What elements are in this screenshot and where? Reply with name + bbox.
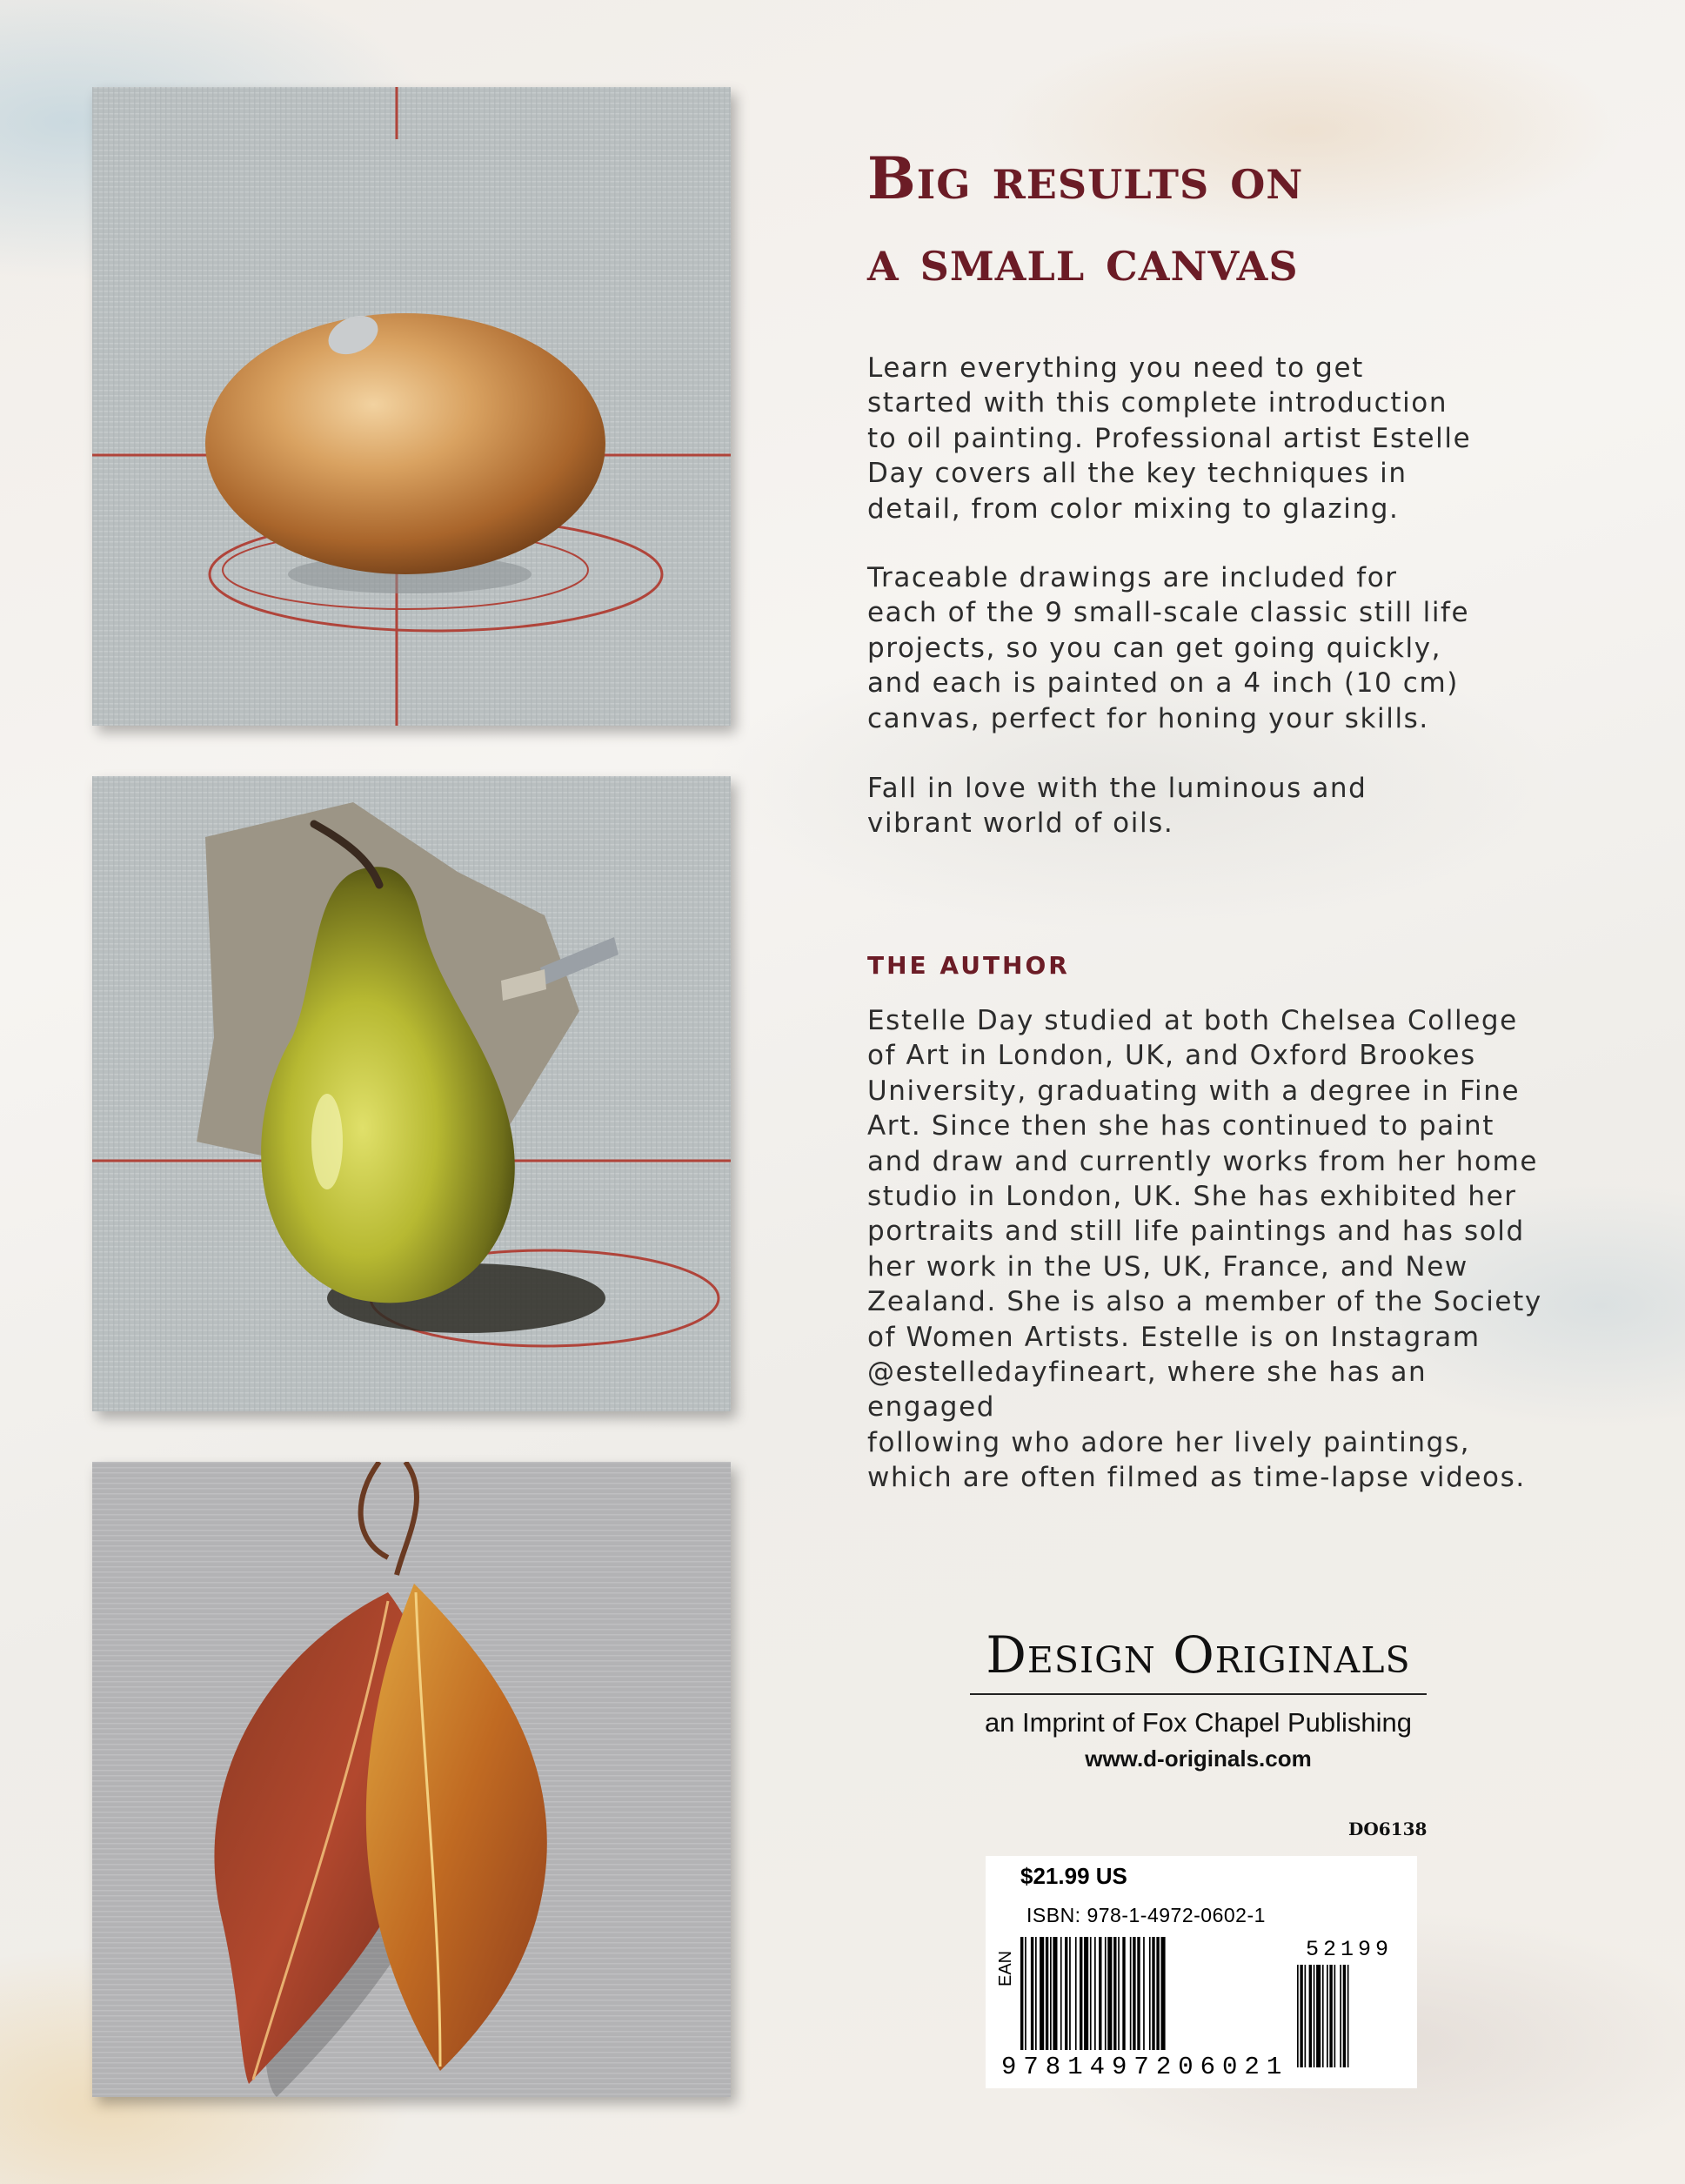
- author-heading: THE AUTHOR: [867, 951, 1070, 980]
- egg-painting-svg: [92, 87, 731, 726]
- publisher-imprint: an Imprint of Fox Chapel Publishing: [984, 1707, 1413, 1738]
- headline-line-1: Big results on: [867, 144, 1304, 212]
- pear-painting-image: [92, 776, 731, 1411]
- barcode-digits: 9781497206021: [1001, 2053, 1289, 2081]
- author-bio: Estelle Day studied at both Chelsea College of Art in London, UK, and Oxford Brookes University, graduating with a degree in Fine Art. Since then she has continued to paint and draw and currently works from her home studio in London, UK. She has exhibited her portraits and still life paintings and has sold her work in the US, UK, France, and New Zealand. She is also a member of the Society of Women Artists. Estelle is on Instagram @estelledayfineart, where she has an engaged following who adore her lively paintings, which are often filmed as time-lapse videos.: [867, 1005, 1542, 1494]
- intro-paragraph-2: Traceable drawings are included for each of the 9 small-scale classic still life projects, so you can get going quickly, and each is painted on a 4 inch (10 cm) canvas, perfect for honing your skills.: [867, 562, 1470, 734]
- egg-painting-image: [92, 87, 731, 726]
- publisher-block: [970, 1625, 1427, 1772]
- leaves-painting-svg: [92, 1462, 731, 2097]
- ean-label: EAN: [996, 1950, 1015, 1986]
- pear-painting-svg: [92, 776, 731, 1411]
- price: $21.99 US: [1020, 1863, 1127, 1889]
- publisher-url: www.d-originals.com: [1085, 1745, 1312, 1772]
- barcode-box: [986, 1856, 1417, 2088]
- publisher-name: Design Originals: [970, 1625, 1427, 1695]
- headline: [867, 137, 1563, 301]
- product-code: DO6138: [1348, 1819, 1428, 1839]
- intro-paragraph-3: Fall in love with the luminous and vibrant world of oils.: [867, 773, 1367, 840]
- barcode-addon-digits: 52199: [1306, 1937, 1394, 1962]
- leaves-painting-image: [92, 1462, 731, 2097]
- intro-paragraph-1: Learn everything you need to get started with this complete introduction to oil painting. Professional artist Estelle Day covers all the key techniques in detail, from color mixing to glazing.: [867, 352, 1472, 525]
- headline-line-2: a small canvas: [867, 226, 1299, 294]
- isbn: ISBN: 978-1-4972-0602-1: [1026, 1904, 1266, 1926]
